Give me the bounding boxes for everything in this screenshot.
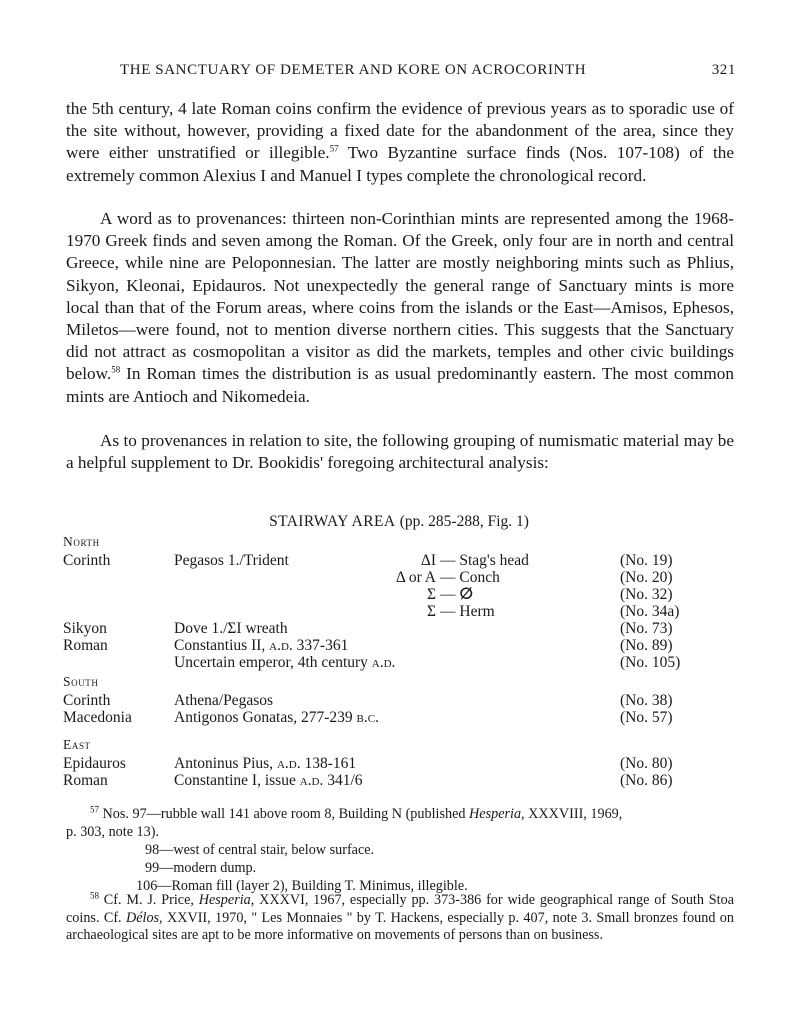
- table-title: [0, 513, 798, 531]
- footnote-57-line-4: 99—modern dump.: [145, 860, 257, 876]
- row-number[interactable]: (No. 86): [620, 772, 673, 789]
- row-desc-text: Constantine I, issue: [174, 772, 300, 789]
- row-symbol: — Conch: [440, 569, 500, 586]
- paragraph-2: [66, 208, 734, 408]
- table-row: [0, 709, 798, 727]
- row-number[interactable]: (No. 80): [620, 755, 673, 772]
- row-desc-text: Antigonos Gonatas, 277-239: [174, 709, 357, 726]
- row-mark: Σ: [426, 603, 436, 620]
- row-site: Corinth: [63, 692, 111, 709]
- footnote-58-journal-2: Délos,: [125, 909, 163, 926]
- footnote-57-line-1: [90, 806, 622, 824]
- footnote-58-journal: Hesperia,: [198, 892, 255, 908]
- row-desc: [174, 654, 395, 672]
- region-north: North: [63, 534, 100, 549]
- table-row: [0, 772, 798, 790]
- row-desc: [174, 755, 356, 773]
- footnote-58-text-a: Cf. M. J. Price,: [99, 892, 199, 908]
- paragraph-2-text-b: In Roman times the distribution is as usual predominantly eastern. The most common mints are Antioch and Nikomedeia.: [66, 364, 734, 406]
- region-east: East: [63, 737, 91, 752]
- footnote-57-line-3: 98—west of central stair, below surface.: [145, 842, 375, 858]
- paragraph-3: [66, 430, 734, 474]
- page-number: 321: [711, 62, 736, 78]
- paragraph-2-text-a: A word as to provenances: thirteen non-Corinthian mints are represented among the 1968-1970 Greek finds and seven among the Roman. Of the Greek, only four are in north and central Greece, while nine are Peloponnesian. The latter are mostly neighboring mints such as Phlius, Sikyon, Kleonai, Epidauros. Not unexpectedly the general range of Sanctuary mints is more local than that of the Forum areas, where coins from the islands or the East—Amisos, Ephesos, Miletos—were found, not to mention diverse northern cities. This suggests that the Sanctuary did not attract as cosmopolitan a visitor as did the markets, temples and other civic buildings below.: [66, 209, 734, 384]
- row-number[interactable]: (No. 19): [620, 552, 673, 569]
- row-number[interactable]: (No. 34a): [620, 603, 680, 620]
- table-row: [0, 654, 798, 672]
- table-title-ref: (pp. 285-288, Fig. 1): [399, 513, 529, 530]
- row-desc: Athena/Pegasos: [174, 692, 274, 709]
- row-symbol: — ⵁ: [440, 586, 474, 603]
- row-era: b.c.: [356, 709, 379, 726]
- row-number[interactable]: (No. 38): [620, 692, 673, 709]
- row-era: a.d.: [276, 755, 301, 772]
- row-number[interactable]: (No. 73): [620, 620, 673, 637]
- table-title-text: STAIRWAY AREA: [269, 513, 396, 530]
- paragraph-1-text-b: Two Byzantine surface finds (Nos. 107-108) of the extremely common Alexius I and Manuel I types complete the chronological record.: [66, 143, 734, 185]
- footnote-57-line-5: 106—Roman fill (layer 2), Building T. Minimus, illegible.: [136, 878, 468, 894]
- row-site: Roman: [63, 772, 108, 789]
- row-desc-years: 138-161: [300, 755, 357, 772]
- row-desc: Dove 1./ΣI wreath: [174, 620, 288, 637]
- row-desc-text: Constantius II,: [174, 637, 270, 654]
- row-desc-text: Uncertain emperor, 4th century: [174, 654, 372, 671]
- row-site: Macedonia: [63, 709, 132, 726]
- footnote-58-text-c: XXVII, 1970, " Les Monnaies " by T. Hackens, especially p. 407, note 3. Small bronzes found on archaeological sites are apt to be more informative on movements of persons than on business.: [66, 909, 734, 944]
- paragraph-1-text-a: the 5th century, 4 late Roman coins confirm the evidence of previous years as to sporadic use of the site without, however, providing a fixed date for the abandonment of the area, since they were either unstratified or illegible.: [66, 99, 734, 163]
- running-title: THE SANCTUARY OF DEMETER AND KORE ON ACROCORINTH: [120, 62, 587, 78]
- paragraph-1: [66, 98, 734, 187]
- table-row: [0, 603, 798, 621]
- row-mark: Σ: [426, 586, 436, 603]
- row-site: Corinth: [63, 552, 111, 569]
- footnote-57-journal: Hesperia,: [469, 806, 525, 822]
- row-number[interactable]: (No. 89): [620, 637, 673, 654]
- table-row: [0, 620, 798, 638]
- row-symbol: — Herm: [440, 603, 495, 620]
- row-era: a.d.: [269, 637, 293, 654]
- row-desc: [174, 709, 379, 727]
- row-desc-years: 341/6: [323, 772, 363, 789]
- table-row: [0, 692, 798, 710]
- row-desc: [174, 637, 348, 655]
- footnote-57-text: Nos. 97—rubble wall 141 above room 8, Building N (published: [99, 806, 470, 822]
- row-desc-text: Antoninus Pius,: [174, 755, 277, 772]
- table-row: [0, 637, 798, 655]
- row-number[interactable]: (No. 20): [620, 569, 673, 586]
- footnote-57-mark: 57: [90, 804, 99, 815]
- footnote-58-mark: 58: [90, 890, 99, 901]
- row-desc: [174, 772, 363, 790]
- row-number[interactable]: (No. 105): [620, 654, 681, 671]
- footnote-58-text-b: XXXVI, 1967, especially pp. 373-386 for wide geographical range of South Stoa coins. Cf.: [66, 892, 735, 926]
- footnote-57-volume: XXXVIII, 1969,: [524, 806, 623, 822]
- row-era: a.d.: [299, 772, 324, 789]
- table-row: [0, 569, 798, 587]
- row-era: a.d.: [371, 654, 396, 671]
- footnote-ref-57[interactable]: 57: [329, 143, 339, 154]
- row-mark: Δ or A: [395, 569, 436, 586]
- row-site: Epidauros: [63, 755, 126, 772]
- table-row: [0, 755, 798, 773]
- row-site: Roman: [63, 637, 108, 654]
- table-row: [0, 552, 798, 570]
- row-desc: Pegasos 1./Trident: [174, 552, 289, 569]
- row-number[interactable]: (No. 32): [620, 586, 673, 603]
- row-number[interactable]: (No. 57): [620, 709, 673, 726]
- row-symbol: — Stag's head: [440, 552, 529, 569]
- region-south: South: [63, 674, 99, 689]
- footnote-ref-58[interactable]: 58: [111, 364, 121, 375]
- row-site: Sikyon: [63, 620, 107, 637]
- row-mark: ΔI: [420, 552, 436, 569]
- footnote-57-line-2: p. 303, note 13).: [66, 824, 159, 840]
- paragraph-3-text: As to provenances in relation to site, the following grouping of numismatic material may be a helpful supplement to Dr. Bookidis' foregoing architectural analysis:: [66, 431, 734, 473]
- footnote-58: [66, 892, 734, 945]
- row-desc-years: 337-361: [292, 637, 349, 654]
- table-row: [0, 586, 798, 604]
